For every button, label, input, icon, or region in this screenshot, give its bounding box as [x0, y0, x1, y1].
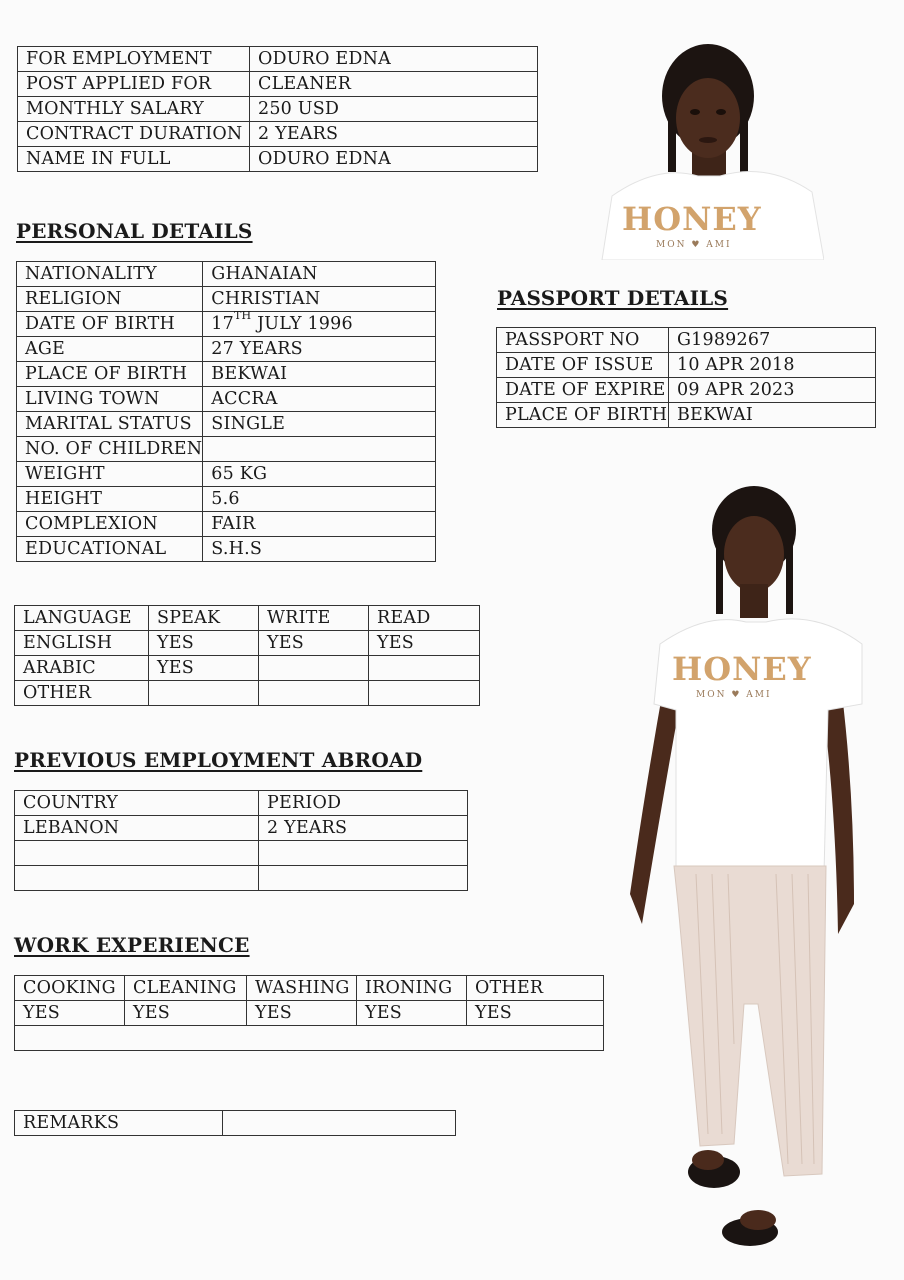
- language-cell: [259, 656, 369, 681]
- personal-value: BEKWAI: [203, 362, 436, 387]
- personal-label: WEIGHT: [17, 462, 203, 487]
- work-experience-cell: YES: [467, 1001, 604, 1026]
- language-cell: YES: [149, 656, 259, 681]
- employment-label: NAME IN FULL: [18, 147, 250, 172]
- employment-history-cell: [259, 841, 468, 866]
- personal-value: SINGLE: [203, 412, 436, 437]
- column-header: WRITE: [259, 606, 369, 631]
- work-experience-empty-row: [15, 1026, 604, 1051]
- table-row: [15, 631, 480, 656]
- table-row: [15, 866, 468, 891]
- personal-label: LIVING TOWN: [17, 387, 203, 412]
- column-header: READ: [369, 606, 480, 631]
- language-cell: YES: [259, 631, 369, 656]
- work-experience-heading: WORK EXPERIENCE: [14, 933, 250, 957]
- personal-value: GHANAIAN: [203, 262, 436, 287]
- employment-label: POST APPLIED FOR: [18, 72, 250, 97]
- personal-details-table: [16, 261, 436, 562]
- employment-value: 250 USD: [250, 97, 538, 122]
- table-row: [15, 841, 468, 866]
- work-experience-cell: YES: [125, 1001, 247, 1026]
- column-header: LANGUAGE: [15, 606, 149, 631]
- language-cell: [259, 681, 369, 706]
- column-header: CLEANING: [125, 976, 247, 1001]
- work-experience-cell: YES: [247, 1001, 357, 1026]
- passport-value: 09 APR 2023: [669, 378, 876, 403]
- shirt-print-sub: MON ♥ AMI: [656, 240, 732, 250]
- table-row: [15, 1111, 456, 1136]
- personal-value: S.H.S: [203, 537, 436, 562]
- personal-label: AGE: [17, 337, 203, 362]
- column-header: SPEAK: [149, 606, 259, 631]
- employment-value: ODURO EDNA: [250, 47, 538, 72]
- passport-label: PASSPORT NO: [497, 328, 669, 353]
- table-row: [18, 97, 538, 122]
- table-header-row: [15, 791, 468, 816]
- language-cell: OTHER: [15, 681, 149, 706]
- personal-label: RELIGION: [17, 287, 203, 312]
- table-row: [15, 1026, 604, 1051]
- table-row: [15, 816, 468, 841]
- remarks-table: [14, 1110, 456, 1136]
- language-cell: [369, 656, 480, 681]
- personal-label: HEIGHT: [17, 487, 203, 512]
- language-cell: ENGLISH: [15, 631, 149, 656]
- remarks-label: REMARKS: [15, 1111, 223, 1136]
- language-cell: YES: [149, 631, 259, 656]
- personal-value: ACCRA: [203, 387, 436, 412]
- previous-employment-heading: PREVIOUS EMPLOYMENT ABROAD: [14, 748, 423, 772]
- shirt-print-brand: HONEY: [672, 650, 812, 688]
- employment-value: 2 YEARS: [250, 122, 538, 147]
- previous-employment-table: [14, 790, 468, 891]
- passport-label: PLACE OF BIRTH: [497, 403, 669, 428]
- table-row: [17, 487, 436, 512]
- personal-details-heading: PERSONAL DETAILS: [16, 219, 253, 243]
- language-cell: [149, 681, 259, 706]
- personal-value: 27 YEARS: [203, 337, 436, 362]
- passport-label: DATE OF ISSUE: [497, 353, 669, 378]
- table-row: [17, 437, 436, 462]
- language-cell: YES: [369, 631, 480, 656]
- personal-value: FAIR: [203, 512, 436, 537]
- personal-value: 5.6: [203, 487, 436, 512]
- table-row: [17, 312, 436, 337]
- table-row: [18, 147, 538, 172]
- personal-value: [203, 309, 436, 337]
- work-experience-cell: YES: [357, 1001, 467, 1026]
- personal-label: COMPLEXION: [17, 512, 203, 537]
- employment-history-cell: LEBANON: [15, 816, 259, 841]
- personal-label: EDUCATIONAL: [17, 537, 203, 562]
- dob-day: 17: [211, 314, 234, 334]
- column-header: WASHING: [247, 976, 357, 1001]
- personal-value: [203, 437, 436, 462]
- table-row: [17, 337, 436, 362]
- work-experience-cell: YES: [15, 1001, 125, 1026]
- column-header: PERIOD: [259, 791, 468, 816]
- portrait-photo: [598, 36, 824, 260]
- personal-label: NO. OF CHILDREN: [17, 437, 203, 462]
- table-row: [15, 681, 480, 706]
- passport-value: G1989267: [669, 328, 876, 353]
- personal-label: MARITAL STATUS: [17, 412, 203, 437]
- full-body-photo: [616, 484, 868, 1256]
- table-row: [17, 462, 436, 487]
- employment-label: MONTHLY SALARY: [18, 97, 250, 122]
- employment-value: ODURO EDNA: [250, 147, 538, 172]
- passport-value: BEKWAI: [669, 403, 876, 428]
- table-row: [17, 412, 436, 437]
- column-header: OTHER: [467, 976, 604, 1001]
- employment-table: [17, 46, 538, 172]
- passport-value: 10 APR 2018: [669, 353, 876, 378]
- table-row: [15, 1001, 604, 1026]
- language-cell: ARABIC: [15, 656, 149, 681]
- table-row: [17, 537, 436, 562]
- shirt-print-sub: MON ♥ AMI: [696, 690, 772, 700]
- passport-details-heading: PASSPORT DETAILS: [497, 286, 729, 310]
- passport-details-table: [496, 327, 876, 428]
- dob-suffix: TH: [233, 309, 252, 322]
- employment-history-cell: [15, 841, 259, 866]
- table-row: [497, 328, 876, 353]
- table-row: [18, 72, 538, 97]
- employment-history-cell: [15, 866, 259, 891]
- column-header: IRONING: [357, 976, 467, 1001]
- table-row: [497, 353, 876, 378]
- table-row: [15, 656, 480, 681]
- table-row: [17, 262, 436, 287]
- table-row: [497, 378, 876, 403]
- languages-table: [14, 605, 480, 706]
- table-header-row: [15, 976, 604, 1001]
- employment-history-cell: 2 YEARS: [259, 816, 468, 841]
- dob-rest: JULY 1996: [257, 314, 353, 334]
- work-experience-table: [14, 975, 604, 1051]
- personal-label: DATE OF BIRTH: [17, 312, 203, 337]
- table-row: [18, 122, 538, 147]
- column-header: COOKING: [15, 976, 125, 1001]
- table-row: [17, 362, 436, 387]
- passport-label: DATE OF EXPIRE: [497, 378, 669, 403]
- employment-history-cell: [259, 866, 468, 891]
- table-row: [18, 47, 538, 72]
- shirt-print-brand: HONEY: [622, 200, 762, 238]
- personal-value: CHRISTIAN: [203, 287, 436, 312]
- language-cell: [369, 681, 480, 706]
- personal-value: 65 KG: [203, 462, 436, 487]
- table-header-row: [15, 606, 480, 631]
- table-row: [17, 387, 436, 412]
- employment-label: FOR EMPLOYMENT: [18, 47, 250, 72]
- table-row: [17, 287, 436, 312]
- employment-label: CONTRACT DURATION: [18, 122, 250, 147]
- column-header: COUNTRY: [15, 791, 259, 816]
- full-body-illustration: [616, 484, 868, 1256]
- personal-label: PLACE OF BIRTH: [17, 362, 203, 387]
- employment-value: CLEANER: [250, 72, 538, 97]
- remarks-value: [223, 1111, 456, 1136]
- table-row: [497, 403, 876, 428]
- table-row: [17, 512, 436, 537]
- personal-label: NATIONALITY: [17, 262, 203, 287]
